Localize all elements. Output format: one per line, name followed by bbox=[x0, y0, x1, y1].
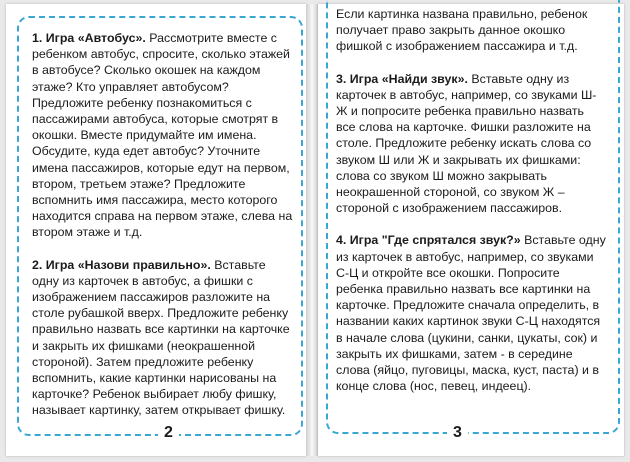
left-page-text bbox=[32, 30, 294, 435]
page-number-left: 2 bbox=[158, 424, 179, 442]
right-page bbox=[318, 4, 624, 456]
game-2-paragraph bbox=[32, 257, 294, 419]
right-page-text bbox=[336, 6, 606, 410]
left-page bbox=[6, 4, 306, 456]
game-1-paragraph bbox=[32, 30, 294, 241]
game-3-paragraph bbox=[336, 71, 606, 217]
game-2-title: 2. Игра «Назови правильно». bbox=[32, 257, 211, 272]
page-number-right: 3 bbox=[447, 424, 468, 442]
game-4-title: 4. Игра "Где спрятался звук?» bbox=[336, 233, 521, 248]
game-3-title: 3. Игра «Найди звук». bbox=[336, 71, 468, 86]
game-1-body: Рассмотрите вместе с ребенком автобус, спросите, сколько этажей в автобусе? Сколько окошек на каждом этаже? Кто управляет автобусом? Предложите ребенку познакомиться с пассажирами автобуса, которые смотрят в окошки. Вместе придумайте им имена. Обсудите, куда едет автобус? Уточните имена пассажиров, которые едут на первом, втором, третьем этаже? Предложите вспомнить имя пассажира, место которого находится справа на первом этаже, слева на втором этаже и т.д. bbox=[32, 31, 293, 240]
book-spine bbox=[306, 4, 318, 456]
intro-paragraph: Если картинка названа правильно, ребенок получает право закрыть данное окошко фишкой с изображением пассажира и т.д. bbox=[336, 7, 588, 54]
game-1-title: 1. Игра «Автобус». bbox=[32, 31, 146, 45]
game-3-body: Вставьте одну из карточек в автобус, например, со звуками Ш-Ж и попросите ребенка правильно назвать все слова на карточке. Фишки разложите на столе. Предложите ребенку искать слова со звуком Ш или Ж и закрывать их фишками: слова со звуком Ш можно закрывать неокрашенной стороной, со звуком Ж – стороной с изображением пассажиров. bbox=[336, 71, 597, 216]
game-4-body: Вставьте одну из карточек в автобус, например, со звуками С-Ц и откройте все окошки. Попросите ребенка правильно назвать все картинки на карточке. Предложите сначала определить, в названии каких картинок звуки С-Ц находятся в начале слова (цукини, санки, цукаты, сок) и закрыть их фишками, затем - в середине слова (яйцо, пуговицы, маска, куст, паста) и в конце слова (нос, певец, индеец). bbox=[336, 233, 606, 394]
game-2-body: Вставьте одну из карточек в автобус, а фишки с изображением пассажиров разложите на столе рубашкой вверх. Предложите ребенку правильно назвать все картинки на карточке и закрыть их фишками (неокрашенной стороной). Затем предложите ребенку вспомнить, какие картинки нарисованы на карточке? Ребенок выбирает любу фишку, называет картинку, затем открывает фишку. bbox=[32, 257, 290, 418]
game-4-paragraph bbox=[336, 232, 606, 394]
